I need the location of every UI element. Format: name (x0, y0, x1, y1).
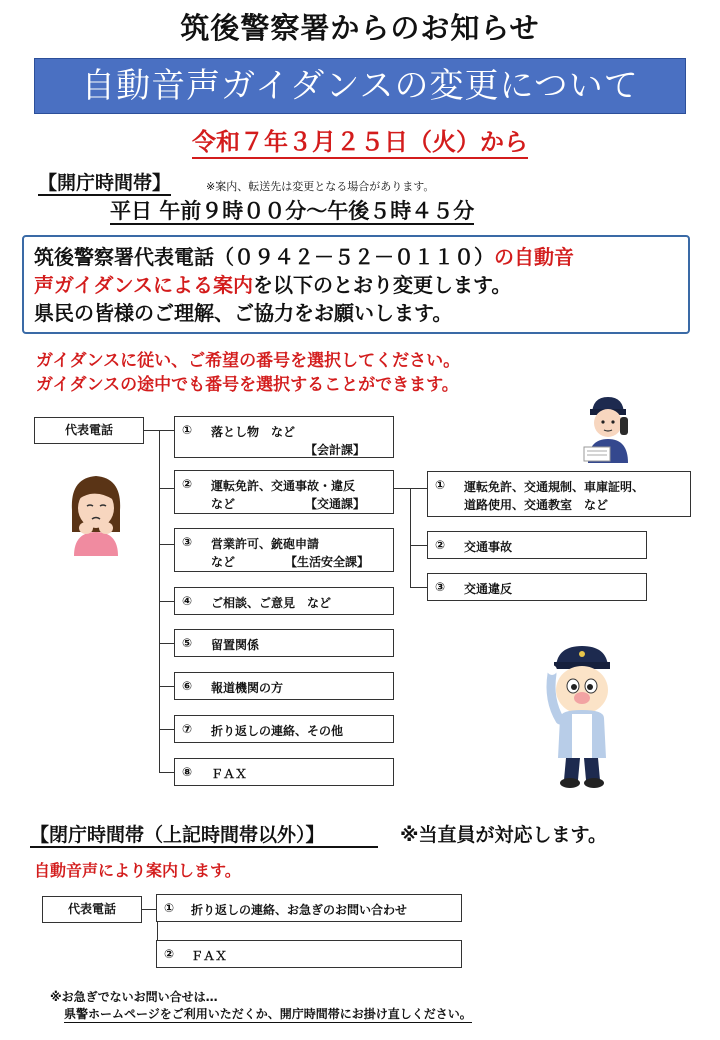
effective-date (0, 122, 720, 157)
connector (410, 545, 427, 546)
menu-item-8-num: ⑧ (182, 765, 193, 779)
footer-note-2: 県警ホームページをご利用いただくか、開庁時間帯にお掛け直しください。 (64, 1007, 472, 1021)
sub-item-2-text: 交通事故 (464, 540, 513, 554)
menu-item-5-text: 留置関係 (211, 638, 260, 652)
closed-hours-underline (30, 846, 378, 848)
open-hours-note: ※案内、転送先は変更となる場合があります。 (206, 180, 435, 193)
menu-item-3-text: 営業許可、銃砲申請 (211, 537, 320, 551)
connector (159, 601, 174, 602)
menu-item-3-nado: など (211, 555, 236, 569)
menu-item-5-num: ⑤ (182, 636, 193, 650)
info-line-1-red: の自動音 (494, 245, 574, 269)
effective-date-text: 令和７年３月２５日（火）から (192, 128, 528, 159)
menu-item-2 (174, 470, 394, 514)
connector (159, 729, 174, 730)
page-title: 筑後警察署からのお知らせ (180, 11, 540, 45)
closed-item-1 (156, 894, 462, 922)
menu-item-7-num: ⑦ (182, 722, 193, 736)
menu-item-7 (174, 715, 394, 743)
menu-item-6-num: ⑥ (182, 679, 193, 693)
info-line-1-black: 筑後警察署代表電話（０９４２－５２－０１１０） (34, 245, 494, 269)
guidance-line-2: ガイダンスの途中でも番号を選択することができます。 (36, 375, 459, 395)
menu-item-4-num: ④ (182, 594, 193, 608)
menu-item-8-text: ＦＡＸ (211, 767, 248, 781)
menu-item-8 (174, 758, 394, 786)
menu-item-6 (174, 672, 394, 700)
connector (159, 544, 174, 545)
info-line-1 (34, 243, 678, 271)
menu-item-7-text: 折り返しの連絡、その他 (211, 724, 344, 738)
closed-hours-label: 【閉庁時間帯（上記時間帯以外）】 (30, 824, 325, 846)
menu-item-1-dept: 【会計課】 (305, 443, 366, 457)
info-line-2-black: を以下のとおり変更します。 (253, 273, 512, 297)
menu-item-4-text: ご相談、ご意見 など (211, 596, 332, 610)
closed-hours-note: ※当直員が対応します。 (400, 824, 607, 846)
worried-woman-illustration (62, 470, 130, 556)
banner-heading: 自動音声ガイダンスの変更について (34, 58, 686, 114)
menu-item-1-text: 落とし物 など (211, 425, 296, 439)
menu-item-1 (174, 416, 394, 458)
connector (159, 772, 174, 773)
police-mascot-illustration (542, 640, 620, 790)
menu-item-3 (174, 528, 394, 572)
sub-item-2-num: ② (435, 538, 446, 552)
sub-item-1-text-1: 運転免許、交通規制、車庫証明、 (464, 480, 645, 494)
menu-item-6-text: 報道機関の方 (211, 681, 284, 695)
menu-item-1-num: ① (182, 423, 193, 437)
police-officer-phone-illustration (578, 393, 638, 463)
closed-item-2-text: ＦＡＸ (191, 949, 228, 963)
connector (159, 430, 174, 431)
menu-item-4 (174, 587, 394, 615)
info-line-2-red: 声ガイダンスによる案内 (34, 273, 253, 297)
closed-item-2 (156, 940, 462, 968)
sub-item-3 (427, 573, 647, 601)
guidance-line-1: ガイダンスに従い、ご希望の番号を選択してください。 (36, 351, 461, 371)
sub-item-1-text-2: 道路使用、交通教室 など (464, 498, 609, 512)
connector (410, 587, 427, 588)
closed-item-1-num: ① (164, 901, 175, 915)
open-hours-time: 平日 午前９時００分～午後５時４５分 (110, 199, 475, 223)
guidance-text (36, 349, 460, 397)
menu-item-2-dept: 【交通課】 (305, 497, 366, 511)
connector (159, 488, 174, 489)
tree2-root: 代表電話 (42, 896, 142, 923)
menu-item-2-num: ② (182, 477, 193, 491)
info-line-3: 県民の皆様のご理解、ご協力をお願いします。 (34, 301, 453, 325)
sub-item-2 (427, 531, 647, 559)
auto-voice-note: 自動音声により案内します。 (34, 861, 241, 880)
info-line-2 (34, 271, 678, 299)
sub-item-3-text: 交通違反 (464, 582, 513, 596)
menu-item-3-num: ③ (182, 535, 193, 549)
tree1-root: 代表電話 (34, 417, 144, 444)
menu-item-3-dept: 【生活安全課】 (285, 555, 370, 569)
connector (144, 430, 160, 431)
menu-item-2-text: 運転免許、交通事故・違反 (211, 479, 356, 493)
info-box (22, 235, 690, 334)
connector (159, 643, 174, 644)
sub-item-3-num: ③ (435, 580, 446, 594)
closed-item-1-text: 折り返しの連絡、お急ぎのお問い合わせ (191, 903, 408, 917)
connector (159, 686, 174, 687)
connector (410, 488, 411, 588)
sub-item-1 (427, 471, 691, 517)
closed-item-2-num: ② (164, 947, 175, 961)
footer-note-1: ※お急ぎでないお問い合せは… (50, 990, 218, 1004)
sub-item-1-num: ① (435, 478, 446, 492)
menu-item-2-nado: など (211, 497, 236, 511)
open-hours-label: 【開庁時間帯】 (38, 172, 172, 194)
menu-item-5 (174, 629, 394, 657)
